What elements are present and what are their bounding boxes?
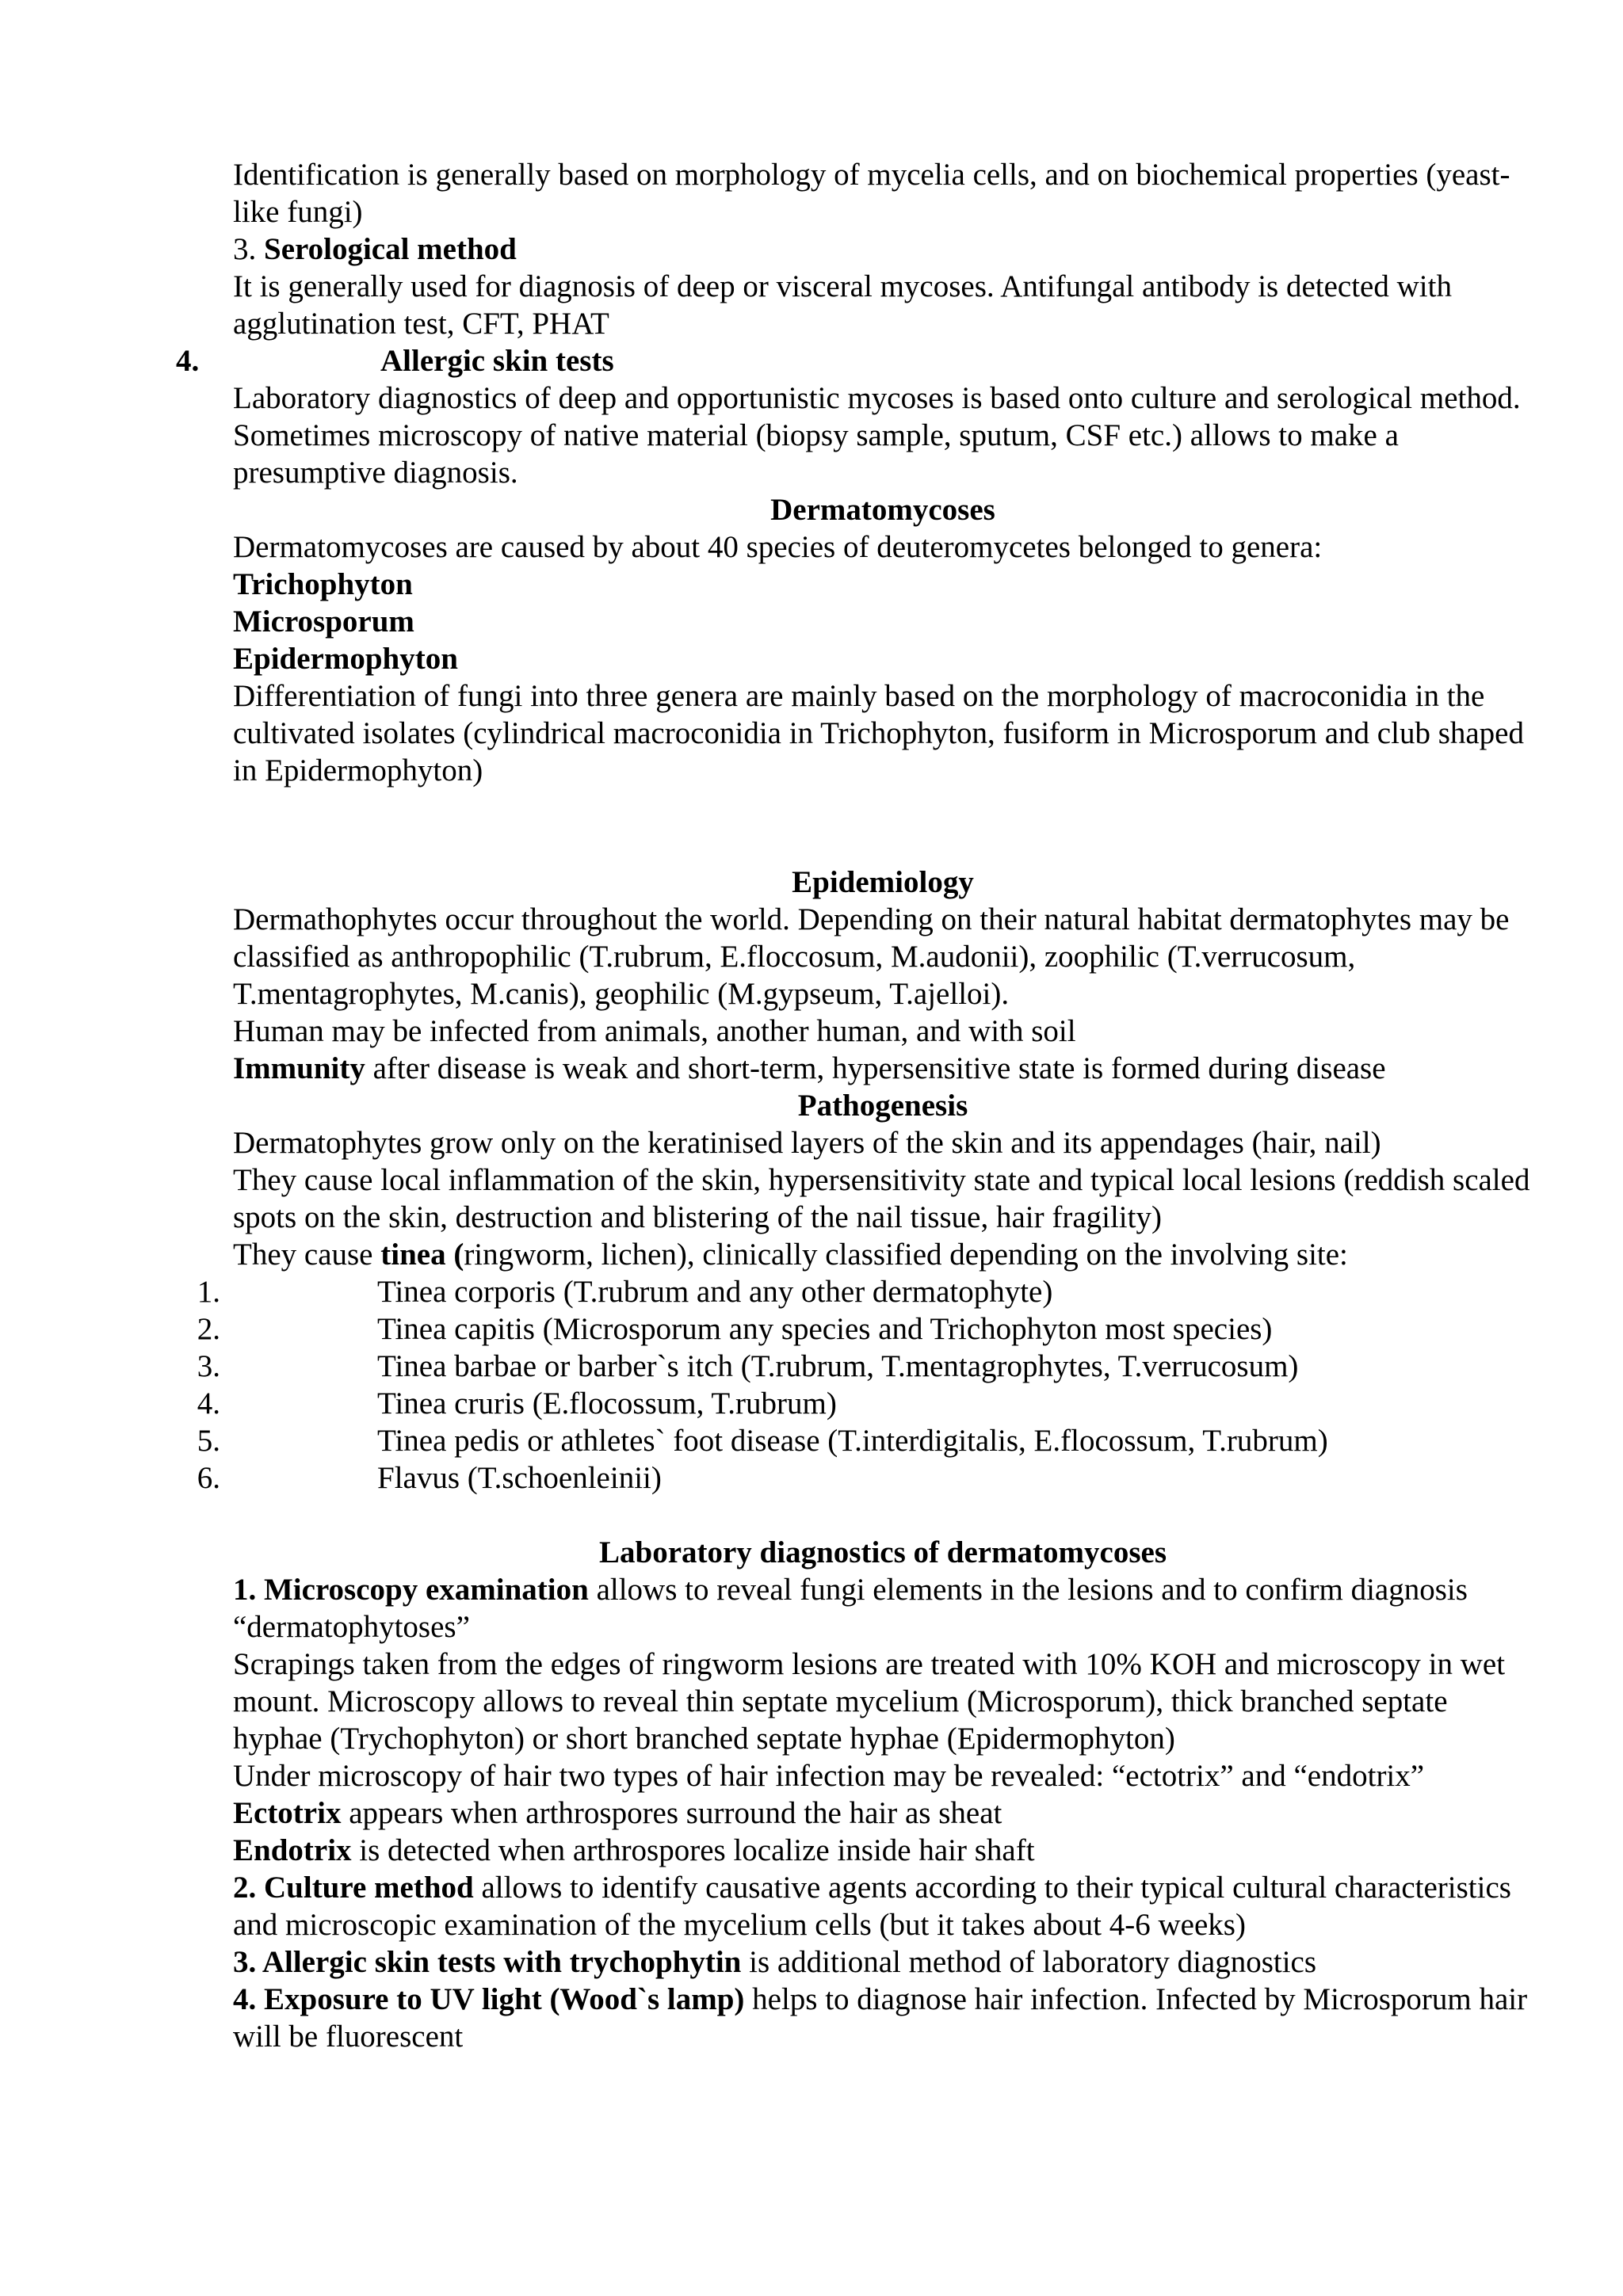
infection-source-paragraph: Human may be infected from animals, another human, and with soil [233,1014,1076,1048]
tinea-list [197,1273,1533,1497]
list-item-number: 5. [197,1424,220,1458]
list-item [197,1422,1533,1459]
genus-microsporum: Microsporum [233,605,414,639]
list-item [197,1310,1533,1348]
document-body [176,156,1533,2055]
microscopy-paragraph [233,1571,1533,1646]
scrapings-paragraph: Scrapings taken from the edges of ringworm lesions are treated with 10% KOH and microscopy in wet mount. Microscopy allows to reveal thin septate mycelium (Microsporum), thick branched septate hyphae (Trychophyton) or short branched septate hyphae (Epidermophyton) [233,1647,1506,1756]
hair-infection-paragraph: Under microscopy of hair two types of hair infection may be revealed: “ectotrix” and “endotrix” [233,1759,1425,1793]
microscopy-text: allows to reveal fungi elements in the lesions and to confirm diagnosis “dermatophytoses” [233,1573,1468,1644]
tinea-post: ringworm, lichen), clinically classified depending on the involving site: [464,1238,1348,1272]
lab-diagnostics-heading: Laboratory diagnostics of dermatomycoses [599,1535,1167,1569]
pathogenesis-heading: Pathogenesis [797,1089,968,1123]
culture-method-paragraph [233,1869,1533,1943]
culture-method-label: 2. Culture method [233,1871,474,1905]
pathogenesis-paragraph-1: Dermatophytes grow only on the keratinised layers of the skin and its appendages (hair, nail) [233,1126,1381,1160]
list-item [197,1385,1533,1422]
immunity-text: after disease is weak and short-term, hypersensitive state is formed during disease [365,1051,1386,1085]
list-item-text: Tinea pedis or athletes` foot disease (T.interdigitalis, E.flocossum, T.rubrum) [377,1424,1328,1458]
list-item-number: 3. [197,1349,220,1383]
list-item [197,1273,1533,1310]
immunity-paragraph [233,1050,1533,1087]
serological-paragraph: It is generally used for diagnosis of deep or visceral mycoses. Antifungal antibody is detected with agglutination test, CFT, PHAT [233,269,1452,341]
allergic-title: Allergic skin tests [380,344,614,378]
list-item [197,1459,1533,1497]
list-item-number: 4. [197,1386,220,1421]
endotrix-label: Endotrix [233,1833,352,1867]
list-item-text: Tinea cruris (E.flocossum, T.rubrum) [377,1386,837,1421]
list-item-text: Tinea barbae or barber`s itch (T.rubrum, T.mentagrophytes, T.verrucosum) [377,1349,1299,1383]
genus-epidermophyton: Epidermophyton [233,642,458,676]
list-item-number: 1. [197,1275,220,1309]
tinea-bold: tinea ( [380,1238,464,1272]
list-item-number: 2. [197,1312,220,1346]
dermatomycoses-heading: Dermatomycoses [770,493,995,527]
epidemiology-heading: Epidemiology [792,865,974,899]
immunity-label: Immunity [233,1051,365,1085]
tinea-pre: They cause [233,1238,381,1272]
culture-method-text: allows to identify causative agents according to their typical cultural characteristics and microscopic examination of the mycelium cells (but it takes about 4-6 weeks) [233,1871,1511,1942]
endotrix-text: is detected when arthrospores localize inside hair shaft [351,1833,1035,1867]
microscopy-label: 1. Microscopy examination [233,1573,589,1607]
ectotrix-text: appears when arthrospores surround the hair as sheat [341,1796,1002,1830]
endotrix-paragraph [233,1832,1533,1869]
list-item-text: Flavus (T.schoenleinii) [377,1461,662,1495]
uv-light-text: helps to diagnose hair infection. Infected by Microsporum hair will be fluorescent [233,1982,1528,2054]
allergic-trychophytin-paragraph [233,1943,1533,1981]
serological-method-heading [233,231,1533,268]
serological-number: 3. [233,232,257,266]
uv-light-paragraph [233,1981,1533,2055]
list-item-number: 6. [197,1461,220,1495]
section-spacer [233,789,1533,864]
ectotrix-label: Ectotrix [233,1796,342,1830]
genus-trichophyton: Trichophyton [233,567,413,601]
ectotrix-paragraph [233,1794,1533,1832]
allergic-number: 4. [176,344,200,378]
allergic-trychophytin-text: is additional method of laboratory diagnostics [741,1945,1317,1979]
list-item-text: Tinea corporis (T.rubrum and any other dermatophyte) [377,1275,1053,1309]
list-item [197,1348,1533,1385]
list-item-text: Tinea capitis (Microsporum any species and Trichophyton most species) [377,1312,1273,1346]
pathogenesis-paragraph-2: They cause local inflammation of the skin, hypersensitivity state and typical local lesions (reddish scaled spots on the skin, destruction and blistering of the nail tissue, hair fragility) [233,1163,1530,1234]
allergic-skin-tests-heading [176,342,1533,379]
epidemiology-paragraph: Dermathophytes occur throughout the world. Depending on their natural habitat dermatophytes may be classified as anthropophilic (T.rubrum, E.floccosum, M.audonii), zoophilic (T.verrucosum, T.mentagrophytes, M.canis), geophilic (M.gypseum, T.ajelloi). [233,902,1510,1011]
identification-paragraph: Identification is generally based on morphology of mycelia cells, and on biochemical properties (yeast-like fungi) [233,158,1510,229]
deep-mycoses-paragraph: Laboratory diagnostics of deep and opportunistic mycoses is based onto culture and serological method. Sometimes microscopy of native material (biopsy sample, sputum, CSF etc.) allows to make a presumptive diagnosis. [233,381,1521,490]
dermatomycoses-intro: Dermatomycoses are caused by about 40 species of deuteromycetes belonged to genera: [233,530,1323,564]
section-spacer [233,1497,1533,1534]
differentiation-paragraph: Differentiation of fungi into three genera are mainly based on the morphology of macroconidia in the cultivated isolates (cylindrical macroconidia in Trichophyton, fusiform in Microsporum and club shaped in Epidermophyton) [233,679,1524,788]
tinea-paragraph [233,1236,1533,1273]
uv-light-label: 4. Exposure to UV light (Wood`s lamp) [233,1982,745,2016]
serological-title: Serological method [264,232,517,266]
allergic-trychophytin-label: 3. Allergic skin tests with trychophytin [233,1945,742,1979]
